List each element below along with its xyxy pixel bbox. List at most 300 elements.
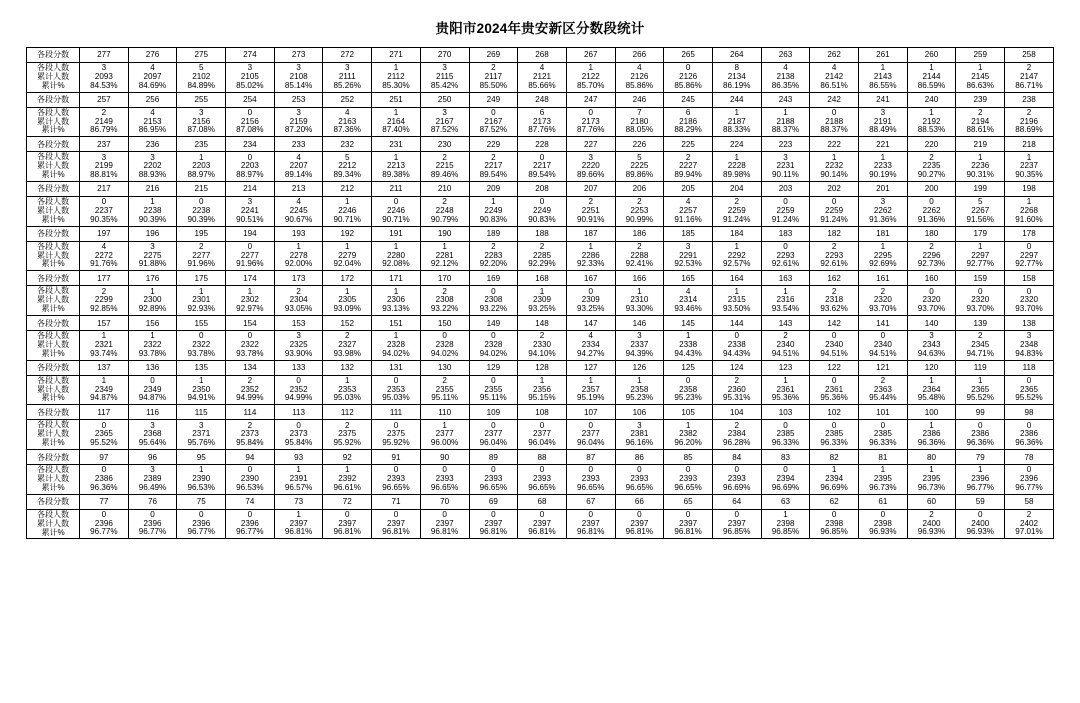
segment-score-cell: 85 (664, 450, 713, 465)
segment-score-cell: 77 (80, 494, 129, 509)
segment-score-cell: 259 (956, 48, 1005, 63)
row-label-stats: 各段人数 累计人数 累计% (27, 152, 80, 182)
segment-stats-cell: 4 2257 91.16% (664, 197, 713, 227)
segment-stats-cell: 1 2246 90.71% (323, 197, 372, 227)
segment-stats-cell: 1 2238 90.39% (128, 197, 177, 227)
segment-score-cell: 215 (177, 182, 226, 197)
segment-stats-cell: 1 2237 90.35% (1005, 152, 1054, 182)
segment-score-cell: 263 (761, 48, 810, 63)
segment-stats-cell: 2 2373 95.84% (226, 420, 275, 450)
segment-score-cell: 202 (810, 182, 859, 197)
table-row (27, 420, 1054, 450)
segment-stats-cell: 2 2402 97.01% (1005, 509, 1054, 539)
segment-stats-cell: 1 2268 91.60% (1005, 197, 1054, 227)
segment-score-cell: 198 (1005, 182, 1054, 197)
table-row (27, 450, 1054, 465)
segment-stats-cell: 0 2386 96.36% (956, 420, 1005, 450)
segment-stats-cell: 2 2330 94.10% (518, 331, 567, 361)
segment-stats-cell: 0 2361 95.36% (810, 375, 859, 405)
segment-stats-cell: 2 2259 91.24% (712, 197, 761, 227)
segment-stats-cell: 1 2302 92.97% (226, 286, 275, 316)
segment-score-cell: 250 (420, 92, 469, 107)
segment-score-cell: 262 (810, 48, 859, 63)
segment-score-cell: 169 (469, 271, 518, 286)
segment-stats-cell: 1 2391 96.57% (274, 465, 323, 495)
segment-stats-cell: 3 2191 88.49% (859, 107, 908, 137)
segment-score-cell: 221 (859, 137, 908, 152)
segment-score-cell: 173 (274, 271, 323, 286)
segment-score-cell: 135 (177, 360, 226, 375)
segment-score-cell: 256 (128, 92, 177, 107)
segment-stats-cell: 1 2297 92.77% (956, 241, 1005, 271)
segment-score-cell: 69 (469, 494, 518, 509)
segment-stats-cell: 4 2097 84.69% (128, 63, 177, 93)
segment-score-cell: 58 (1005, 494, 1054, 509)
row-label-segment: 各段分数 (27, 405, 80, 420)
table-row (27, 63, 1054, 93)
segment-stats-cell: 1 2353 95.03% (323, 375, 372, 405)
segment-stats-cell: 2 2251 90.91% (566, 197, 615, 227)
segment-score-cell: 266 (615, 48, 664, 63)
row-label-segment: 各段分数 (27, 494, 80, 509)
segment-stats-cell: 4 2314 93.46% (664, 286, 713, 316)
segment-stats-cell: 1 2392 96.61% (323, 465, 372, 495)
segment-stats-cell: 0 2386 96.36% (80, 465, 129, 495)
row-label-stats: 各段人数 累计人数 累计% (27, 197, 80, 227)
segment-stats-cell: 0 2167 87.52% (469, 107, 518, 137)
segment-score-cell: 209 (469, 182, 518, 197)
segment-score-cell: 131 (372, 360, 421, 375)
segment-score-cell: 120 (907, 360, 956, 375)
score-distribution-table (26, 47, 1054, 539)
segment-score-cell: 150 (420, 316, 469, 331)
segment-stats-cell: 2 2285 92.29% (518, 241, 567, 271)
segment-score-cell: 244 (712, 92, 761, 107)
segment-stats-cell: 3 2291 92.53% (664, 241, 713, 271)
segment-score-cell: 83 (761, 450, 810, 465)
segment-score-cell: 233 (274, 137, 323, 152)
segment-stats-cell: 0 2349 94.87% (128, 375, 177, 405)
segment-stats-cell: 3 2325 93.90% (274, 331, 323, 361)
segment-stats-cell: 2 2363 95.44% (859, 375, 908, 405)
segment-score-cell: 125 (664, 360, 713, 375)
segment-stats-cell: 1 2278 92.00% (274, 241, 323, 271)
segment-score-cell: 245 (664, 92, 713, 107)
segment-stats-cell: 0 2398 96.85% (810, 509, 859, 539)
segment-stats-cell: 2 2196 88.69% (1005, 107, 1054, 137)
segment-stats-cell: 0 2397 96.81% (323, 509, 372, 539)
segment-stats-cell: 1 2358 95.23% (615, 375, 664, 405)
segment-score-cell: 237 (80, 137, 129, 152)
segment-stats-cell: 1 2310 93.30% (615, 286, 664, 316)
segment-score-cell: 111 (372, 405, 421, 420)
segment-stats-cell: 1 2144 86.59% (907, 63, 956, 93)
segment-stats-cell: 3 2262 91.36% (859, 197, 908, 227)
segment-stats-cell: 2 2248 90.79% (420, 197, 469, 227)
row-label-stats: 各段人数 累计人数 累计% (27, 375, 80, 405)
segment-score-cell: 188 (518, 226, 567, 241)
segment-score-cell: 87 (566, 450, 615, 465)
segment-score-cell: 74 (226, 494, 275, 509)
row-label-segment: 各段分数 (27, 182, 80, 197)
segment-score-cell: 115 (177, 405, 226, 420)
segment-stats-cell: 2 2308 93.22% (420, 286, 469, 316)
segment-score-cell: 82 (810, 450, 859, 465)
row-label-stats: 各段人数 累计人数 累计% (27, 509, 80, 539)
segment-score-cell: 219 (956, 137, 1005, 152)
segment-stats-cell: 1 2301 92.93% (177, 286, 226, 316)
segment-stats-cell: 2 2149 86.79% (80, 107, 129, 137)
segment-score-cell: 265 (664, 48, 713, 63)
table-row (27, 226, 1054, 241)
segment-stats-cell: 0 2217 89.54% (518, 152, 567, 182)
segment-score-cell: 220 (907, 137, 956, 152)
row-label-stats: 各段人数 累计人数 累计% (27, 331, 80, 361)
table-row (27, 465, 1054, 495)
segment-score-cell: 109 (469, 405, 518, 420)
segment-score-cell: 192 (323, 226, 372, 241)
segment-score-cell: 180 (907, 226, 956, 241)
segment-stats-cell: 0 2393 96.65% (518, 465, 567, 495)
segment-stats-cell: 0 2309 93.25% (566, 286, 615, 316)
row-label-segment: 各段分数 (27, 271, 80, 286)
segment-stats-cell: 0 2365 95.52% (80, 420, 129, 450)
segment-score-cell: 128 (518, 360, 567, 375)
segment-score-cell: 165 (664, 271, 713, 286)
table-row (27, 241, 1054, 271)
segment-stats-cell: 0 2393 96.65% (566, 465, 615, 495)
segment-stats-cell: 0 2385 96.33% (859, 420, 908, 450)
segment-score-cell: 84 (712, 450, 761, 465)
segment-stats-cell: 4 2207 89.14% (274, 152, 323, 182)
segment-stats-cell: 1 2236 90.31% (956, 152, 1005, 182)
segment-stats-cell: 4 2334 94.27% (566, 331, 615, 361)
segment-score-cell: 230 (420, 137, 469, 152)
segment-stats-cell: 0 2393 96.65% (664, 465, 713, 495)
segment-stats-cell: 2 2253 90.99% (615, 197, 664, 227)
segment-stats-cell: 1 2281 92.12% (420, 241, 469, 271)
segment-score-cell: 226 (615, 137, 664, 152)
segment-score-cell: 227 (566, 137, 615, 152)
segment-stats-cell: 0 2373 95.84% (274, 420, 323, 450)
segment-score-cell: 101 (859, 405, 908, 420)
segment-score-cell: 242 (810, 92, 859, 107)
row-label-segment: 各段分数 (27, 226, 80, 241)
segment-score-cell: 141 (859, 316, 908, 331)
segment-stats-cell: 2 2293 92.61% (810, 241, 859, 271)
segment-stats-cell: 1 2357 95.19% (566, 375, 615, 405)
segment-stats-cell: 0 2398 96.93% (859, 509, 908, 539)
segment-score-cell: 154 (226, 316, 275, 331)
segment-score-cell: 239 (956, 92, 1005, 107)
segment-stats-cell: 2 2320 93.70% (859, 286, 908, 316)
segment-score-cell: 167 (566, 271, 615, 286)
segment-score-cell: 184 (712, 226, 761, 241)
segment-stats-cell: 3 2093 84.53% (80, 63, 129, 93)
segment-stats-cell: 0 2262 91.36% (907, 197, 956, 227)
segment-stats-cell: 1 2280 92.08% (372, 241, 421, 271)
segment-score-cell: 93 (274, 450, 323, 465)
table-row (27, 107, 1054, 137)
table-row (27, 197, 1054, 227)
segment-stats-cell: 3 2156 87.08% (177, 107, 226, 137)
segment-score-cell: 249 (469, 92, 518, 107)
segment-score-cell: 214 (226, 182, 275, 197)
segment-stats-cell: 0 2397 96.81% (566, 509, 615, 539)
segment-stats-cell: 1 2315 93.50% (712, 286, 761, 316)
row-label-segment: 各段分数 (27, 450, 80, 465)
segment-stats-cell: 2 2194 88.61% (956, 107, 1005, 137)
segment-score-cell: 81 (859, 450, 908, 465)
segment-score-cell: 181 (859, 226, 908, 241)
segment-stats-cell: 1 2395 96.73% (859, 465, 908, 495)
segment-stats-cell: 0 2396 96.77% (1005, 465, 1054, 495)
segment-score-cell: 161 (859, 271, 908, 286)
segment-stats-cell: 2 2304 93.05% (274, 286, 323, 316)
segment-stats-cell: 3 2275 91.88% (128, 241, 177, 271)
segment-stats-cell: 2 2283 92.20% (469, 241, 518, 271)
segment-stats-cell: 0 2238 90.39% (177, 197, 226, 227)
segment-score-cell: 64 (712, 494, 761, 509)
segment-score-cell: 99 (956, 405, 1005, 420)
segment-score-cell: 80 (907, 450, 956, 465)
segment-score-cell: 123 (761, 360, 810, 375)
segment-score-cell: 273 (274, 48, 323, 63)
segment-score-cell: 264 (712, 48, 761, 63)
table-row (27, 494, 1054, 509)
segment-score-cell: 138 (1005, 316, 1054, 331)
segment-stats-cell: 2 2299 92.85% (80, 286, 129, 316)
row-label-stats: 各段人数 累计人数 累计% (27, 420, 80, 450)
segment-score-cell: 159 (956, 271, 1005, 286)
segment-score-cell: 106 (615, 405, 664, 420)
segment-stats-cell: 6 2186 88.29% (664, 107, 713, 137)
row-label-segment: 各段分数 (27, 92, 80, 107)
segment-stats-cell: 1 2249 90.83% (469, 197, 518, 227)
segment-stats-cell: 1 2112 85.30% (372, 63, 421, 93)
segment-stats-cell: 4 2121 85.66% (518, 63, 567, 93)
segment-stats-cell: 1 2350 94.91% (177, 375, 226, 405)
segment-stats-cell: 4 2126 85.86% (615, 63, 664, 93)
segment-score-cell: 194 (226, 226, 275, 241)
segment-score-cell: 78 (1005, 450, 1054, 465)
segment-stats-cell: 1 2364 95.48% (907, 375, 956, 405)
segment-stats-cell: 1 2349 94.87% (80, 375, 129, 405)
segment-stats-cell: 0 2377 96.04% (566, 420, 615, 450)
segment-score-cell: 224 (712, 137, 761, 152)
segment-stats-cell: 0 2397 96.81% (372, 509, 421, 539)
segment-score-cell: 201 (859, 182, 908, 197)
segment-stats-cell: 0 2393 96.65% (420, 465, 469, 495)
segment-stats-cell: 3 2202 88.93% (128, 152, 177, 182)
segment-score-cell: 97 (80, 450, 129, 465)
table-row (27, 286, 1054, 316)
segment-score-cell: 70 (420, 494, 469, 509)
segment-score-cell: 217 (80, 182, 129, 197)
table-row (27, 271, 1054, 286)
segment-stats-cell: 3 2231 90.11% (761, 152, 810, 182)
segment-score-cell: 155 (177, 316, 226, 331)
segment-stats-cell: 1 2188 88.37% (761, 107, 810, 137)
segment-score-cell: 62 (810, 494, 859, 509)
segment-stats-cell: 3 2381 96.16% (615, 420, 664, 450)
segment-score-cell: 231 (372, 137, 421, 152)
segment-stats-cell: 2 2352 94.99% (226, 375, 275, 405)
segment-stats-cell: 2 2400 96.93% (907, 509, 956, 539)
segment-score-cell: 136 (128, 360, 177, 375)
table-row (27, 152, 1054, 182)
segment-score-cell: 268 (518, 48, 567, 63)
segment-score-cell: 251 (372, 92, 421, 107)
segment-score-cell: 228 (518, 137, 567, 152)
table-row (27, 137, 1054, 152)
segment-stats-cell: 1 2292 92.57% (712, 241, 761, 271)
segment-stats-cell: 0 2394 96.69% (761, 465, 810, 495)
segment-score-cell: 166 (615, 271, 664, 286)
row-label-segment: 各段分数 (27, 48, 80, 63)
segment-score-cell: 204 (712, 182, 761, 197)
segment-score-cell: 191 (372, 226, 421, 241)
segment-stats-cell: 0 2396 96.77% (177, 509, 226, 539)
segment-score-cell: 157 (80, 316, 129, 331)
page-title: 贵阳市2024年贵安新区分数段统计 (435, 21, 645, 36)
table-row (27, 360, 1054, 375)
segment-stats-cell: 7 2180 88.05% (615, 107, 664, 137)
segment-stats-cell: 0 2188 88.37% (810, 107, 859, 137)
segment-score-cell: 60 (907, 494, 956, 509)
table-row (27, 375, 1054, 405)
segment-score-cell: 241 (859, 92, 908, 107)
segment-stats-cell: 2 2227 89.94% (664, 152, 713, 182)
segment-score-cell: 229 (469, 137, 518, 152)
segment-score-cell: 199 (956, 182, 1005, 197)
row-label-segment: 各段分数 (27, 360, 80, 375)
segment-score-cell: 182 (810, 226, 859, 241)
segment-stats-cell: 2 2296 92.73% (907, 241, 956, 271)
segment-stats-cell: 2 2117 85.50% (469, 63, 518, 93)
segment-stats-cell: 2 2355 95.11% (420, 375, 469, 405)
segment-stats-cell: 0 2328 94.02% (420, 331, 469, 361)
segment-score-cell: 147 (566, 316, 615, 331)
segment-stats-cell: 0 2249 90.83% (518, 197, 567, 227)
segment-stats-cell: 1 2164 87.40% (372, 107, 421, 137)
segment-stats-cell: 0 2396 96.77% (226, 509, 275, 539)
segment-stats-cell: 1 2145 86.63% (956, 63, 1005, 93)
segment-score-cell: 156 (128, 316, 177, 331)
segment-stats-cell: 0 2393 96.65% (372, 465, 421, 495)
segment-score-cell: 225 (664, 137, 713, 152)
segment-score-cell: 270 (420, 48, 469, 63)
segment-score-cell: 247 (566, 92, 615, 107)
segment-stats-cell: 0 2328 94.02% (469, 331, 518, 361)
segment-stats-cell: 0 2385 96.33% (761, 420, 810, 450)
segment-stats-cell: 0 2397 96.85% (712, 509, 761, 539)
segment-score-cell: 144 (712, 316, 761, 331)
segment-score-cell: 67 (566, 494, 615, 509)
segment-stats-cell: 1 2187 88.33% (712, 107, 761, 137)
segment-stats-cell: 0 2353 95.03% (372, 375, 421, 405)
segment-stats-cell: 4 2163 87.36% (323, 107, 372, 137)
segment-score-cell: 65 (664, 494, 713, 509)
segment-stats-cell: 0 2173 87.76% (566, 107, 615, 137)
segment-score-cell: 127 (566, 360, 615, 375)
row-label-stats: 各段人数 累计人数 累计% (27, 107, 80, 137)
segment-stats-cell: 0 2377 96.04% (518, 420, 567, 450)
segment-stats-cell: 1 2356 95.15% (518, 375, 567, 405)
segment-stats-cell: 1 2321 93.74% (80, 331, 129, 361)
segment-stats-cell: 3 2167 87.52% (420, 107, 469, 137)
segment-stats-cell: 2 2345 94.71% (956, 331, 1005, 361)
segment-stats-cell: 0 2397 96.81% (615, 509, 664, 539)
segment-stats-cell: 1 2390 96.53% (177, 465, 226, 495)
segment-score-cell: 142 (810, 316, 859, 331)
segment-stats-cell: 0 2320 93.70% (1005, 286, 1054, 316)
segment-score-cell: 132 (323, 360, 372, 375)
segment-stats-cell: 3 2199 88.81% (80, 152, 129, 182)
segment-score-cell: 126 (615, 360, 664, 375)
segment-score-cell: 253 (274, 92, 323, 107)
segment-stats-cell: 1 2228 89.98% (712, 152, 761, 182)
segment-score-cell: 160 (907, 271, 956, 286)
segment-stats-cell: 4 2245 90.67% (274, 197, 323, 227)
segment-score-cell: 134 (226, 360, 275, 375)
segment-stats-cell: 1 2305 93.09% (323, 286, 372, 316)
segment-score-cell: 276 (128, 48, 177, 63)
segment-stats-cell: 1 2143 86.55% (859, 63, 908, 93)
segment-score-cell: 89 (469, 450, 518, 465)
segment-score-cell: 222 (810, 137, 859, 152)
segment-stats-cell: 1 2395 96.73% (907, 465, 956, 495)
segment-stats-cell: 2 2217 89.54% (469, 152, 518, 182)
segment-stats-cell: 0 2393 96.65% (469, 465, 518, 495)
segment-stats-cell: 0 2396 96.77% (80, 509, 129, 539)
segment-stats-cell: 0 2203 88.97% (226, 152, 275, 182)
segment-stats-cell: 0 2156 87.08% (226, 107, 275, 137)
segment-score-cell: 124 (712, 360, 761, 375)
segment-stats-cell: 3 2371 95.76% (177, 420, 226, 450)
segment-score-cell: 269 (469, 48, 518, 63)
segment-score-cell: 112 (323, 405, 372, 420)
segment-stats-cell: 2 2340 94.51% (761, 331, 810, 361)
segment-stats-cell: 1 2306 93.13% (372, 286, 421, 316)
segment-score-cell: 211 (372, 182, 421, 197)
segment-score-cell: 146 (615, 316, 664, 331)
segment-stats-cell: 1 2295 92.69% (859, 241, 908, 271)
segment-score-cell: 100 (907, 405, 956, 420)
segment-score-cell: 232 (323, 137, 372, 152)
segment-stats-cell: 1 2300 92.89% (128, 286, 177, 316)
segment-score-cell: 66 (615, 494, 664, 509)
segment-stats-cell: 0 2259 91.24% (810, 197, 859, 227)
segment-score-cell: 212 (323, 182, 372, 197)
segment-score-cell: 223 (761, 137, 810, 152)
segment-stats-cell: 1 2192 88.53% (907, 107, 956, 137)
segment-stats-cell: 5 2225 89.86% (615, 152, 664, 182)
segment-score-cell: 158 (1005, 271, 1054, 286)
segment-stats-cell: 4 2272 91.76% (80, 241, 129, 271)
segment-stats-cell: 3 2220 89.66% (566, 152, 615, 182)
segment-score-cell: 187 (566, 226, 615, 241)
segment-score-cell: 90 (420, 450, 469, 465)
segment-score-cell: 92 (323, 450, 372, 465)
segment-stats-cell: 3 2241 90.51% (226, 197, 275, 227)
segment-stats-cell: 0 2308 93.22% (469, 286, 518, 316)
segment-stats-cell: 1 2203 88.97% (177, 152, 226, 182)
segment-score-cell: 213 (274, 182, 323, 197)
segment-stats-cell: 2 2360 95.31% (712, 375, 761, 405)
segment-score-cell: 189 (469, 226, 518, 241)
segment-stats-cell: 2 2288 92.41% (615, 241, 664, 271)
